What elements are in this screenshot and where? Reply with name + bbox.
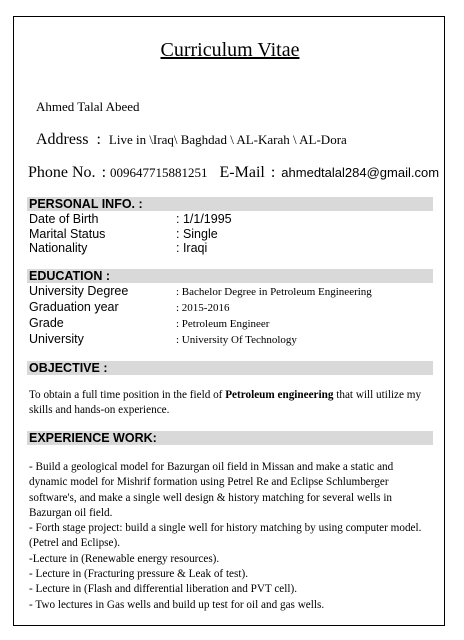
graduation-value: : 2015-2016 — [176, 302, 230, 314]
email-label: E-Mail — [219, 164, 265, 181]
education-heading: EDUCATION : — [29, 269, 111, 283]
nationality-label: Nationality — [29, 241, 88, 255]
experience-list — [29, 460, 433, 613]
objective-header — [27, 361, 433, 375]
address-value: Live in \Iraq\ Baghdad \ AL-Karah \ AL-Dora — [108, 132, 347, 147]
email-sep: : — [270, 164, 276, 181]
experience-item: - Build a geological model for Bazurgan oil field in Missan and make a static and dynamic model for Mishrif formation using Petrel Re and Eclipse Schlumberger software's, and make a single well design & history matching for several wells in Bazurgan oil field. — [29, 461, 394, 519]
dob-value: : 1/1/1995 — [176, 212, 232, 226]
address-sep: : — [96, 131, 101, 148]
personal-info-heading: PERSONAL INFO. : — [29, 197, 143, 211]
phone-sep: : — [101, 164, 107, 181]
experience-item: - Lecture in (Fracturing pressure & Leak of test). — [29, 568, 249, 581]
address-label: Address — [36, 131, 89, 148]
phone-label: Phone No. — [28, 164, 96, 181]
phone-value: 009647715881251 — [110, 165, 208, 180]
degree-value: : Bachelor Degree in Petroleum Engineering — [176, 286, 372, 298]
objective-heading: OBJECTIVE : — [29, 361, 108, 375]
contact-line — [28, 164, 439, 182]
address-line — [36, 131, 347, 149]
objective-text — [29, 388, 433, 419]
marital-value: : Single — [176, 227, 218, 241]
experience-header — [27, 431, 433, 445]
dob-label: Date of Birth — [29, 212, 99, 226]
degree-label: University Degree — [29, 284, 129, 298]
applicant-name: Ahmed Talal Abeed — [36, 99, 140, 114]
experience-item: - Lecture in (Flash and differential liberation and PVT cell). — [29, 583, 297, 596]
experience-heading: EXPERIENCE WORK: — [29, 431, 157, 445]
email-value: ahmedtalal284@gmail.com — [281, 165, 440, 180]
graduation-label: Graduation year — [29, 300, 119, 314]
experience-item: - Two lectures in Gas wells and build up test for oil and gas wells. — [29, 598, 325, 611]
university-value: : University Of Technology — [176, 334, 297, 346]
grade-value: : Petroleum Engineer — [176, 318, 270, 330]
experience-item: -Lecture in (Renewable energy resources). — [29, 552, 220, 565]
experience-item: - Forth stage project: build a single well for history matching by using computer model. (Petrel and Eclipse). — [29, 522, 422, 550]
objective-post: that will utilize my skills and hands-on experience. — [29, 389, 422, 417]
nationality-value: : Iraqi — [176, 241, 208, 255]
cv-title: Curriculum Vitae — [160, 39, 300, 61]
personal-info-header — [27, 197, 433, 211]
university-label: University — [29, 332, 84, 346]
objective-pre: To obtain a full time position in the field of — [29, 389, 226, 401]
education-header — [27, 269, 433, 283]
objective-bold: Petroleum engineering — [225, 389, 334, 401]
marital-label: Marital Status — [29, 227, 106, 241]
cv-page — [13, 16, 445, 626]
grade-label: Grade — [29, 316, 64, 330]
